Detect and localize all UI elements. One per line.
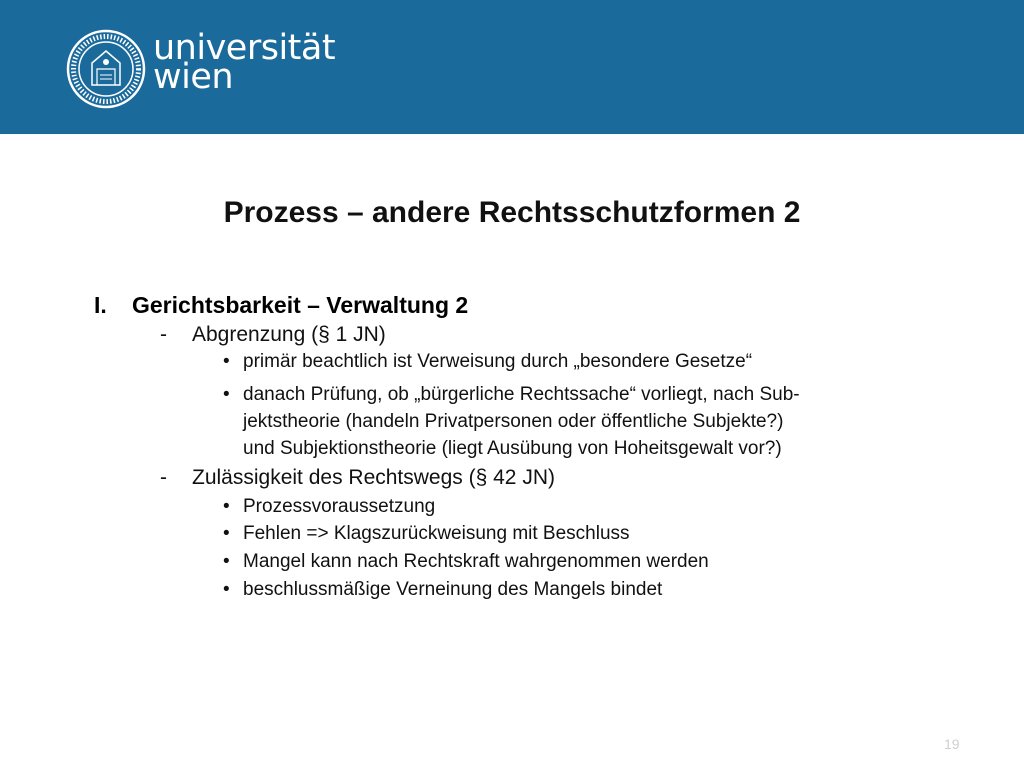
bullet-marker: • bbox=[223, 496, 230, 517]
dash-marker: - bbox=[160, 323, 167, 346]
header-bar bbox=[0, 0, 1024, 134]
list-item-text: danach Prüfung, ob „bürgerliche Rechtssache“ vorliegt, nach Sub- bbox=[243, 384, 800, 405]
page-number: 19 bbox=[944, 736, 960, 752]
university-seal-icon bbox=[66, 29, 146, 109]
university-logo bbox=[153, 28, 336, 97]
bullet-marker: • bbox=[223, 579, 230, 600]
dash-marker: - bbox=[160, 466, 167, 489]
list-item-text: beschlussmäßige Verneinung des Mangels bindet bbox=[243, 579, 663, 600]
list-item-text: Prozessvoraussetzung bbox=[243, 496, 436, 517]
bullet-marker: • bbox=[223, 551, 230, 572]
bullet-marker: • bbox=[223, 351, 230, 372]
subsection-label: Zulässigkeit des Rechtswegs (§ 42 JN) bbox=[192, 466, 555, 489]
list-item-text: Mangel kann nach Rechtskraft wahrgenommen werden bbox=[243, 551, 709, 572]
list-item-text: Fehlen => Klagszurückweisung mit Beschluss bbox=[243, 523, 630, 544]
bullet-marker: • bbox=[223, 523, 230, 544]
logo-line-wien: wien bbox=[153, 57, 234, 97]
list-item-text: jektstheorie (handeln Privatpersonen oder öffentliche Subjekte?) bbox=[243, 411, 784, 432]
subsection-label: Abgrenzung (§ 1 JN) bbox=[192, 323, 386, 346]
bullet-marker: • bbox=[223, 384, 230, 405]
logo-line-universitaet: universität bbox=[153, 28, 336, 68]
list-item-text: und Subjektionstheorie (liegt Ausübung von Hoheitsgewalt vor?) bbox=[243, 438, 782, 459]
section-title: Gerichtsbarkeit – Verwaltung 2 bbox=[132, 292, 469, 318]
section-number: I. bbox=[94, 292, 107, 318]
slide-title: Prozess – andere Rechtsschutzformen 2 bbox=[223, 196, 801, 229]
list-item-text: primär beachtlich ist Verweisung durch „besondere Gesetze“ bbox=[243, 351, 753, 372]
